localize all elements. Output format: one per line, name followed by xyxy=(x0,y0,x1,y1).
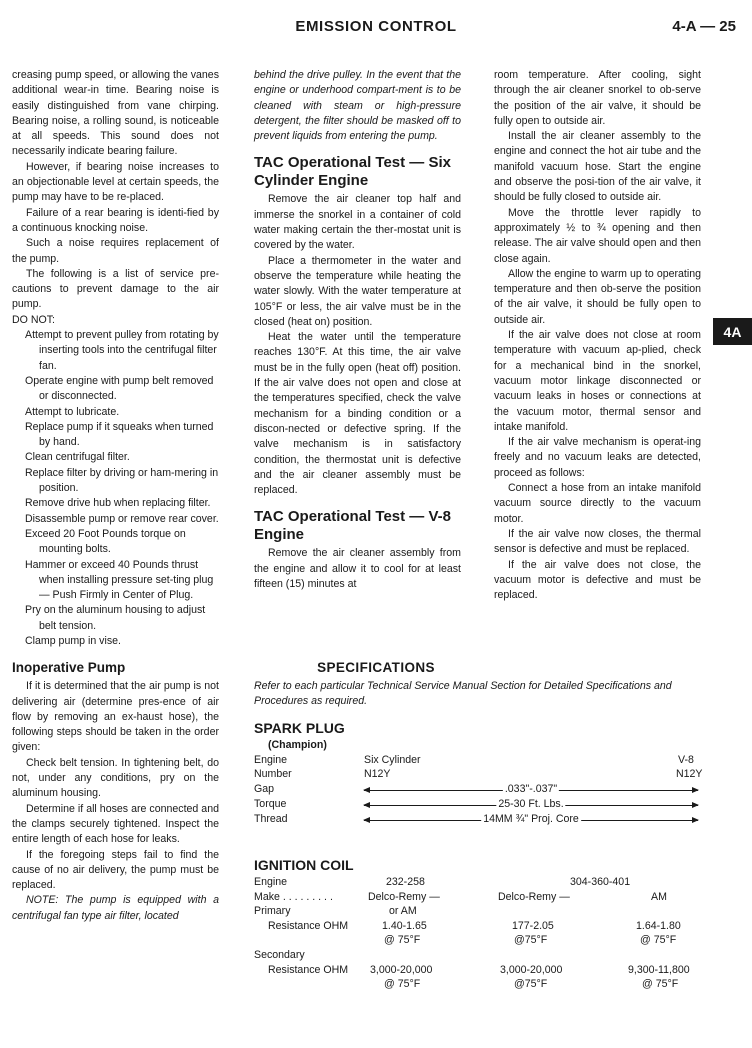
spec-label: Thread xyxy=(254,813,288,825)
section-heading: Inoperative Pump xyxy=(12,660,126,676)
spec-value: 232-258 xyxy=(386,876,425,888)
spec-value: Delco-Remy — xyxy=(498,891,570,903)
gap-span-arrow xyxy=(364,783,698,797)
precaution-item: Replace filter by driving or ham-mering in position. xyxy=(25,466,219,495)
paragraph: Failure of a rear bearing is identi-fied by a continuous knocking noise. xyxy=(12,206,219,234)
section-tab: 4A xyxy=(713,318,752,345)
spec-value: AM xyxy=(651,891,667,903)
paragraph: Check belt tension. In tightening belt, do not, under any conditions, pry on the aluminum housing. xyxy=(12,756,219,800)
spec-label: Primary xyxy=(254,905,291,917)
spec-value: N12Y xyxy=(364,768,391,780)
spec-label: Gap xyxy=(254,783,275,795)
spec-value: @ 75°F xyxy=(384,934,421,946)
spec-value: N12Y xyxy=(676,768,703,780)
ignition-coil-heading: IGNITION COIL xyxy=(254,857,354,873)
spec-value: 25-30 Ft. Lbs. xyxy=(498,798,564,810)
spec-value: 3,000-20,000 xyxy=(370,964,433,976)
spec-label: Engine xyxy=(254,876,287,888)
spec-value: Six Cylinder xyxy=(364,754,421,766)
spec-value: V-8 xyxy=(678,754,694,766)
running-header-title: EMISSION CONTROL xyxy=(295,18,457,35)
spec-value: 3,000-20,000 xyxy=(500,964,563,976)
precaution-item: Attempt to prevent pulley from rotating by inserting tools into the centrifugal filter fan. xyxy=(25,329,219,372)
paragraph: The following is a list of service pre-cautions to prevent damage to the air pump. xyxy=(12,267,219,311)
note: NOTE: The pump is equipped with a centrifugal fan type air filter, located xyxy=(12,894,219,922)
column-right xyxy=(494,68,701,603)
paragraph: Determine if all hoses are connected and the clamps securely tightened. Inspect the entire length of each hose for leaks. xyxy=(12,802,219,846)
spec-label: Make . . . . . . . . . xyxy=(254,891,333,903)
precaution-item: Remove drive hub when replacing filter. xyxy=(25,497,211,510)
spec-value: 9,300-11,800 xyxy=(628,964,690,976)
column-middle xyxy=(254,68,461,592)
precaution-item: Clean centrifugal filter. xyxy=(25,451,130,464)
precaution-item: Exceed 20 Foot Pounds torque on mounting bolts. xyxy=(25,527,186,556)
spec-value: @ 75°F xyxy=(642,978,679,990)
spec-value: Delco-Remy — xyxy=(368,891,440,903)
paragraph: Remove the air cleaner top half and immerse the snorkel in a container of cold water making certain the ther-mostat unit is covered by the water. xyxy=(254,193,461,252)
paragraph: Heat the water until the temperature reaches 130°F. At this time, the air valve must be in the fully open (heat off) position. If the air valve does not open and close at the temperatures specified, check the valve mechanism for a binding condition or a discon-nected or defective spring. If the valve mechanism is in satisfactory condition, the thermostat unit is defective and the air cleaner assembly must be replaced. xyxy=(254,331,461,497)
paragraph: behind the drive pulley. In the event that the engine or underhood compart-ment is to be cleaned with steam or high-pressure detergent, the filter should be masked off to prevent liquids from entering the pump. xyxy=(254,69,461,143)
precaution-item: Attempt to lubricate. xyxy=(25,405,120,418)
precaution-item: Pry on the aluminum housing to adjust belt tension. xyxy=(25,604,206,632)
paragraph: Place a thermometer in the water and observe the temperature while heating the water slowly. With the water temperature at 105°F or less, the air valve must be in the closed (heat on) position. xyxy=(254,254,461,328)
paragraph: If the air valve now closes, the thermal sensor is defective and must be replaced. xyxy=(494,527,701,556)
paragraph: If the air valve mechanism is operat-ing freely and no vacuum leaks are detected, proceed as follows: xyxy=(494,436,701,479)
precaution-item: Replace pump if it squeaks when turned by hand. xyxy=(25,420,214,449)
spec-value: @75°F xyxy=(514,978,548,990)
precaution-item: Clamp pump in vise. xyxy=(25,634,121,647)
spec-value: 1.64-1.80 xyxy=(636,920,681,932)
page-number: 4-A — 25 xyxy=(672,18,736,35)
spec-value: @ 75°F xyxy=(384,978,421,990)
spec-value: 14MM ¾" Proj. Core xyxy=(483,813,579,825)
spec-value: 177-2.05 xyxy=(512,920,554,932)
section-heading: TAC Operational Test — V-8 Engine xyxy=(254,508,451,544)
spec-label: Number xyxy=(254,768,292,780)
paragraph: However, if bearing noise increases to an objectionable level at certain speeds, the pump may have to be re-placed. xyxy=(12,160,219,204)
spec-label: Engine xyxy=(254,754,287,766)
paragraph: If it is determined that the air pump is not delivering air (determine pres-ence of air flow by removing an ex-haust hose), the following steps should be taken in the order given: xyxy=(12,680,219,754)
paragraph: If the foregoing steps fail to find the cause of no air delivery, the pump must be replaced. xyxy=(12,848,219,892)
precaution-item: Disassemble pump or remove rear cover. xyxy=(25,512,219,525)
paragraph: Allow the engine to warm up to operating temperature and then ob-serve the position of the air valve, it should be fully open to outside air. xyxy=(494,267,701,326)
spec-value: 1.40-1.65 xyxy=(382,920,427,932)
torque-span-arrow xyxy=(364,798,698,812)
spark-plug-heading: SPARK PLUG xyxy=(254,720,345,736)
paragraph: Move the throttle lever rapidly to approximately ½ to ¾ opening and then release. The air valve should open and then close again. xyxy=(494,206,701,265)
section-heading: TAC Operational Test — Six Cylinder Engine xyxy=(254,154,451,190)
spec-label: Resistance OHM xyxy=(268,964,349,976)
specifications-title: SPECIFICATIONS xyxy=(317,660,435,675)
spark-plug-brand: (Champion) xyxy=(268,739,327,751)
paragraph: room temperature. After cooling, sight through the air cleaner snorkel to ob-serve the position of the air valve, it should be fully open to outside air. xyxy=(494,69,701,127)
spec-label: Resistance OHM xyxy=(268,920,349,932)
spec-value: .033"-.037" xyxy=(504,783,558,795)
column-left xyxy=(12,68,219,924)
spec-value: 304-360-401 xyxy=(570,876,631,888)
paragraph: Such a noise requires replacement of the pump. xyxy=(12,237,219,265)
paragraph: If the air valve does not close, the vacuum motor is defective and must be replaced. xyxy=(494,558,701,602)
do-not-label: DO NOT: xyxy=(12,313,55,326)
paragraph: Install the air cleaner assembly to the engine and connect the hot air tube and the manifold vacuum hose. Start the engine and observe the posi-tion of the air valve, it should be fully closed to outside air. xyxy=(494,130,701,204)
spec-value: @75°F xyxy=(514,934,548,946)
paragraph: Remove the air cleaner assembly from the engine and allow it to cool for at least fifteen (15) minutes at xyxy=(254,547,461,591)
spec-label: Secondary xyxy=(254,949,305,961)
precaution-item: Hammer or exceed 40 Pounds thrust when installing pressure set-ting plug — Push Firmly in Center of Plug. xyxy=(25,558,214,602)
specifications-note: Refer to each particular Technical Service Manual Section for Detailed Specifications and Procedures as required. xyxy=(254,680,672,707)
spec-value: or AM xyxy=(389,905,417,917)
paragraph: If the air valve does not close at room temperature with vacuum ap-plied, check for a mechanical bind in the snorkel, vacuum motor linkage disconnected or vacuum leaks in hoses or connections at the vacuum motor, thermal sensor and intake manifold. xyxy=(494,329,701,433)
spec-value: @ 75°F xyxy=(640,934,677,946)
spec-label: Torque xyxy=(254,798,287,810)
paragraph: creasing pump speed, or allowing the vanes additional wear-in time. Bearing noise is easily distinguished from vane chirping. Bearing noise, a rolling sound, is noticeable at all speeds. This sound does not necessarily indicate bearing failure. xyxy=(12,69,219,158)
precaution-item: Operate engine with pump belt removed or disconnected. xyxy=(25,374,214,403)
paragraph: Connect a hose from an intake manifold vacuum source directly to the vacuum motor. xyxy=(494,482,701,525)
thread-span-arrow xyxy=(364,813,698,827)
